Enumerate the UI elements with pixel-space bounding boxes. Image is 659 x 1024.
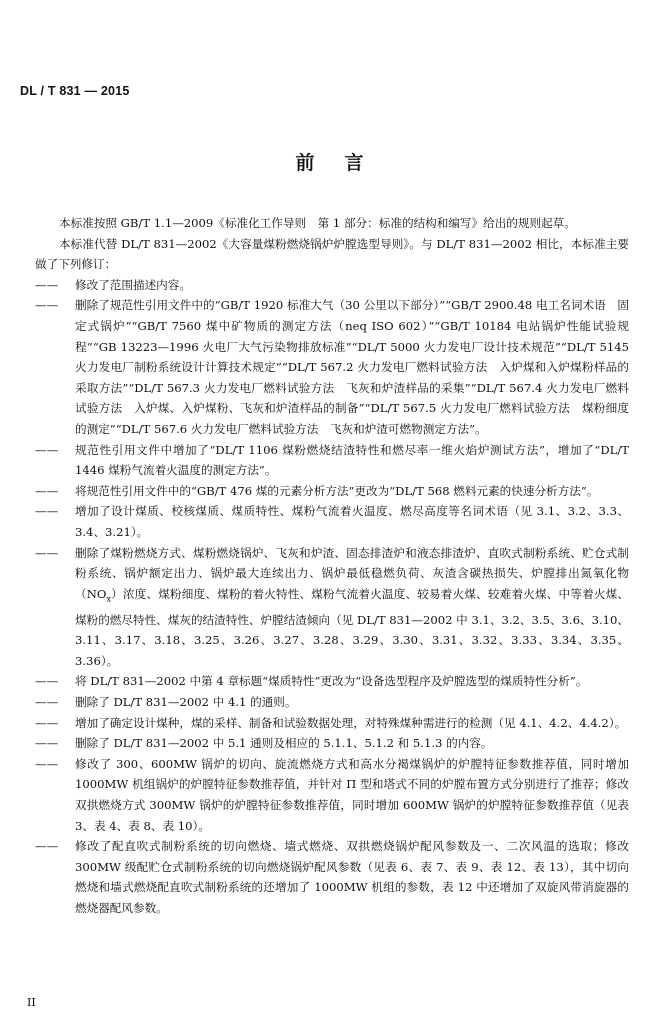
- revision-item: [35, 440, 629, 481]
- title-char-2: 言: [344, 152, 364, 174]
- revision-item: [35, 754, 629, 836]
- revision-item-text: 删除了 DL/T 831—2002 中 4.1 的通则。: [75, 694, 297, 709]
- revision-item: [35, 671, 629, 692]
- title-char-1: 前: [295, 152, 315, 174]
- revision-item: [35, 501, 629, 542]
- revision-item: [35, 733, 629, 754]
- document-body: [35, 213, 629, 919]
- document-code: DL / T 831 — 2015: [20, 84, 130, 98]
- dash-marker: ——: [35, 674, 59, 689]
- dash-marker: ——: [35, 298, 59, 313]
- revision-item-text: 将规范性引用文件中的“GB/T 476 煤的元素分析方法”更改为“DL/T 568 燃料元素的快速分析方法”。: [75, 483, 599, 498]
- revision-item-text: 删除了 DL/T 831—2002 中 5.1 通则及相应的 5.1.1、5.1.2 和 5.1.3 的内容。: [75, 736, 493, 751]
- revision-item: [35, 481, 629, 502]
- dash-marker: ——: [35, 694, 59, 709]
- revision-item: [35, 275, 629, 296]
- intro-paragraph-2: 本标准代替 DL/T 831—2002《大容量煤粉燃烧锅炉炉膛选型导则》。与 DL/T 831—2002 相比，本标准主要做了下列修订：: [35, 236, 629, 272]
- revision-item-text: 删除了规范性引用文件中的“GB/T 1920 标准大气（30 公里以下部分）”“GB/T 2900.48 电工名词术语 固定式锅炉”“GB/T 7560 煤中矿物质的测定方法（neq ISO 602）”“GB/T 10184 电站锅炉性能试验规程”“GB 13223—1996 火电厂大气污染物排放标准”“DL/T 5000 火力发电厂设计技术规范”“DL/T 5145 火力发电厂制粉系统设计计算技术规定”“DL/T 567.2 火力发电厂燃料试验方法 入炉煤和入炉煤粉样品的采取方法”“DL/T 567.3 火力发电厂燃料试验方法 飞灰和炉渣样品的采集”“DL/T 567.4 火力发电厂燃料试验方法 入炉煤、入炉煤粉、飞灰和炉渣样品的制备”“DL/T 567.5 火力发电厂燃料试验方法 煤粉细度的测定”“DL/T 567.6 火力发电厂燃料试验方法 飞灰和炉渣可燃物测定方法”。: [75, 298, 629, 436]
- revision-item: [35, 295, 629, 439]
- dash-marker: ——: [35, 756, 59, 771]
- dash-marker: ——: [35, 504, 59, 519]
- page-number: II: [27, 996, 36, 1009]
- dash-marker: ——: [35, 715, 59, 730]
- revision-item-text-continued: ）浓度、煤粉细度、煤粉的着火特性、煤粉气流着火温度、较易着火煤、较难着火煤、中等着火煤、煤粉的燃尽特性、煤灰的结渣特性、炉膛结渣倾向（见 DL/T 831—2002 中 3.1、3.2、3.5、3.6、3.10、3.11、3.17、3.18、3.25、3.26、3.27、3.28、3.29、3.30、3.31、3.32、3.33、3.34、3.35、3.36）。: [75, 586, 629, 668]
- revision-item-text: 增加了设计煤质、校核煤质、煤质特性、煤粉气流着火温度、燃尽高度等名词术语（见 3.1、3.2、3.3、3.4、3.21）。: [75, 504, 629, 539]
- revision-item: [35, 692, 629, 713]
- page-title: [0, 148, 659, 175]
- revision-item-text: 修改了配直吹式制粉系统的切向燃烧、墙式燃烧、双拱燃烧锅炉配风参数及一、二次风温的选取；修改 300MW 级配贮仓式制粉系统的切向燃烧锅炉配风参数（见表 6、表 7、表 9、表 12、表 13），其中切向燃烧和墙式燃烧配直吹式制粉系统的还增加了 1000MW 机组的参数，表 12 中还增加了双旋风带消旋器的燃烧器配风参数。: [75, 839, 629, 915]
- intro-paragraph-1: 本标准按照 GB/T 1.1—2009《标准化工作导则 第 1 部分：标准的结构和编写》给出的规则起草。: [59, 216, 576, 230]
- revision-item: [35, 713, 629, 734]
- dash-marker: ——: [35, 736, 59, 751]
- dash-marker: ——: [35, 839, 59, 854]
- dash-marker: ——: [35, 277, 59, 292]
- revision-item-text: 修改了 300、600MW 锅炉的切向、旋流燃烧方式和高水分褐煤锅炉的炉膛特征参数推荐值，同时增加 1000MW 机组锅炉的炉膛特征参数推荐值，并针对 Π 型和塔式不同的炉膛布置方式分别进行了推荐；修改双拱燃烧方式 300MW 锅炉的炉膛特征参数推荐值，同时增加 600MW 锅炉的炉膛特征参数推荐值（见表 3、表 4、表 8、表 10）。: [75, 756, 629, 833]
- revision-item-text: 规范性引用文件中增加了“DL/T 1106 煤粉燃烧结渣特性和燃尽率一维火焰炉测试方法”，增加了“DL/T 1446 煤粉气流着火温度的测定方法”。: [75, 442, 629, 478]
- revision-item-text: 将 DL/T 831—2002 中第 4 章标题“煤质特性”更改为“设备选型程序及炉膛选型的煤质特性分析”。: [75, 674, 588, 689]
- revision-item: [35, 836, 629, 918]
- revision-item-text: 删除了煤粉燃烧方式、煤粉燃烧锅炉、飞灰和炉渣、固态排渣炉和液态排渣炉、直吹式制粉系统、贮仓式制粉系统、锅炉额定出力、锅炉最大连续出力、锅炉最低稳燃负荷、灰渣含碳热损失、炉膛排出氮氧化物（NO: [75, 545, 629, 601]
- revision-item: [35, 543, 629, 672]
- dash-marker: ——: [35, 442, 59, 457]
- dash-marker: ——: [35, 483, 59, 498]
- revision-item-text: 修改了范围描述内容。: [75, 277, 191, 292]
- dash-marker: ——: [35, 545, 59, 560]
- subscript-x: x: [106, 594, 111, 603]
- revision-item-text: 增加了确定设计煤种，煤的采样、制备和试验数据处理，对特殊煤种需进行的检测（见 4.1、4.2、4.4.2）。: [75, 715, 627, 730]
